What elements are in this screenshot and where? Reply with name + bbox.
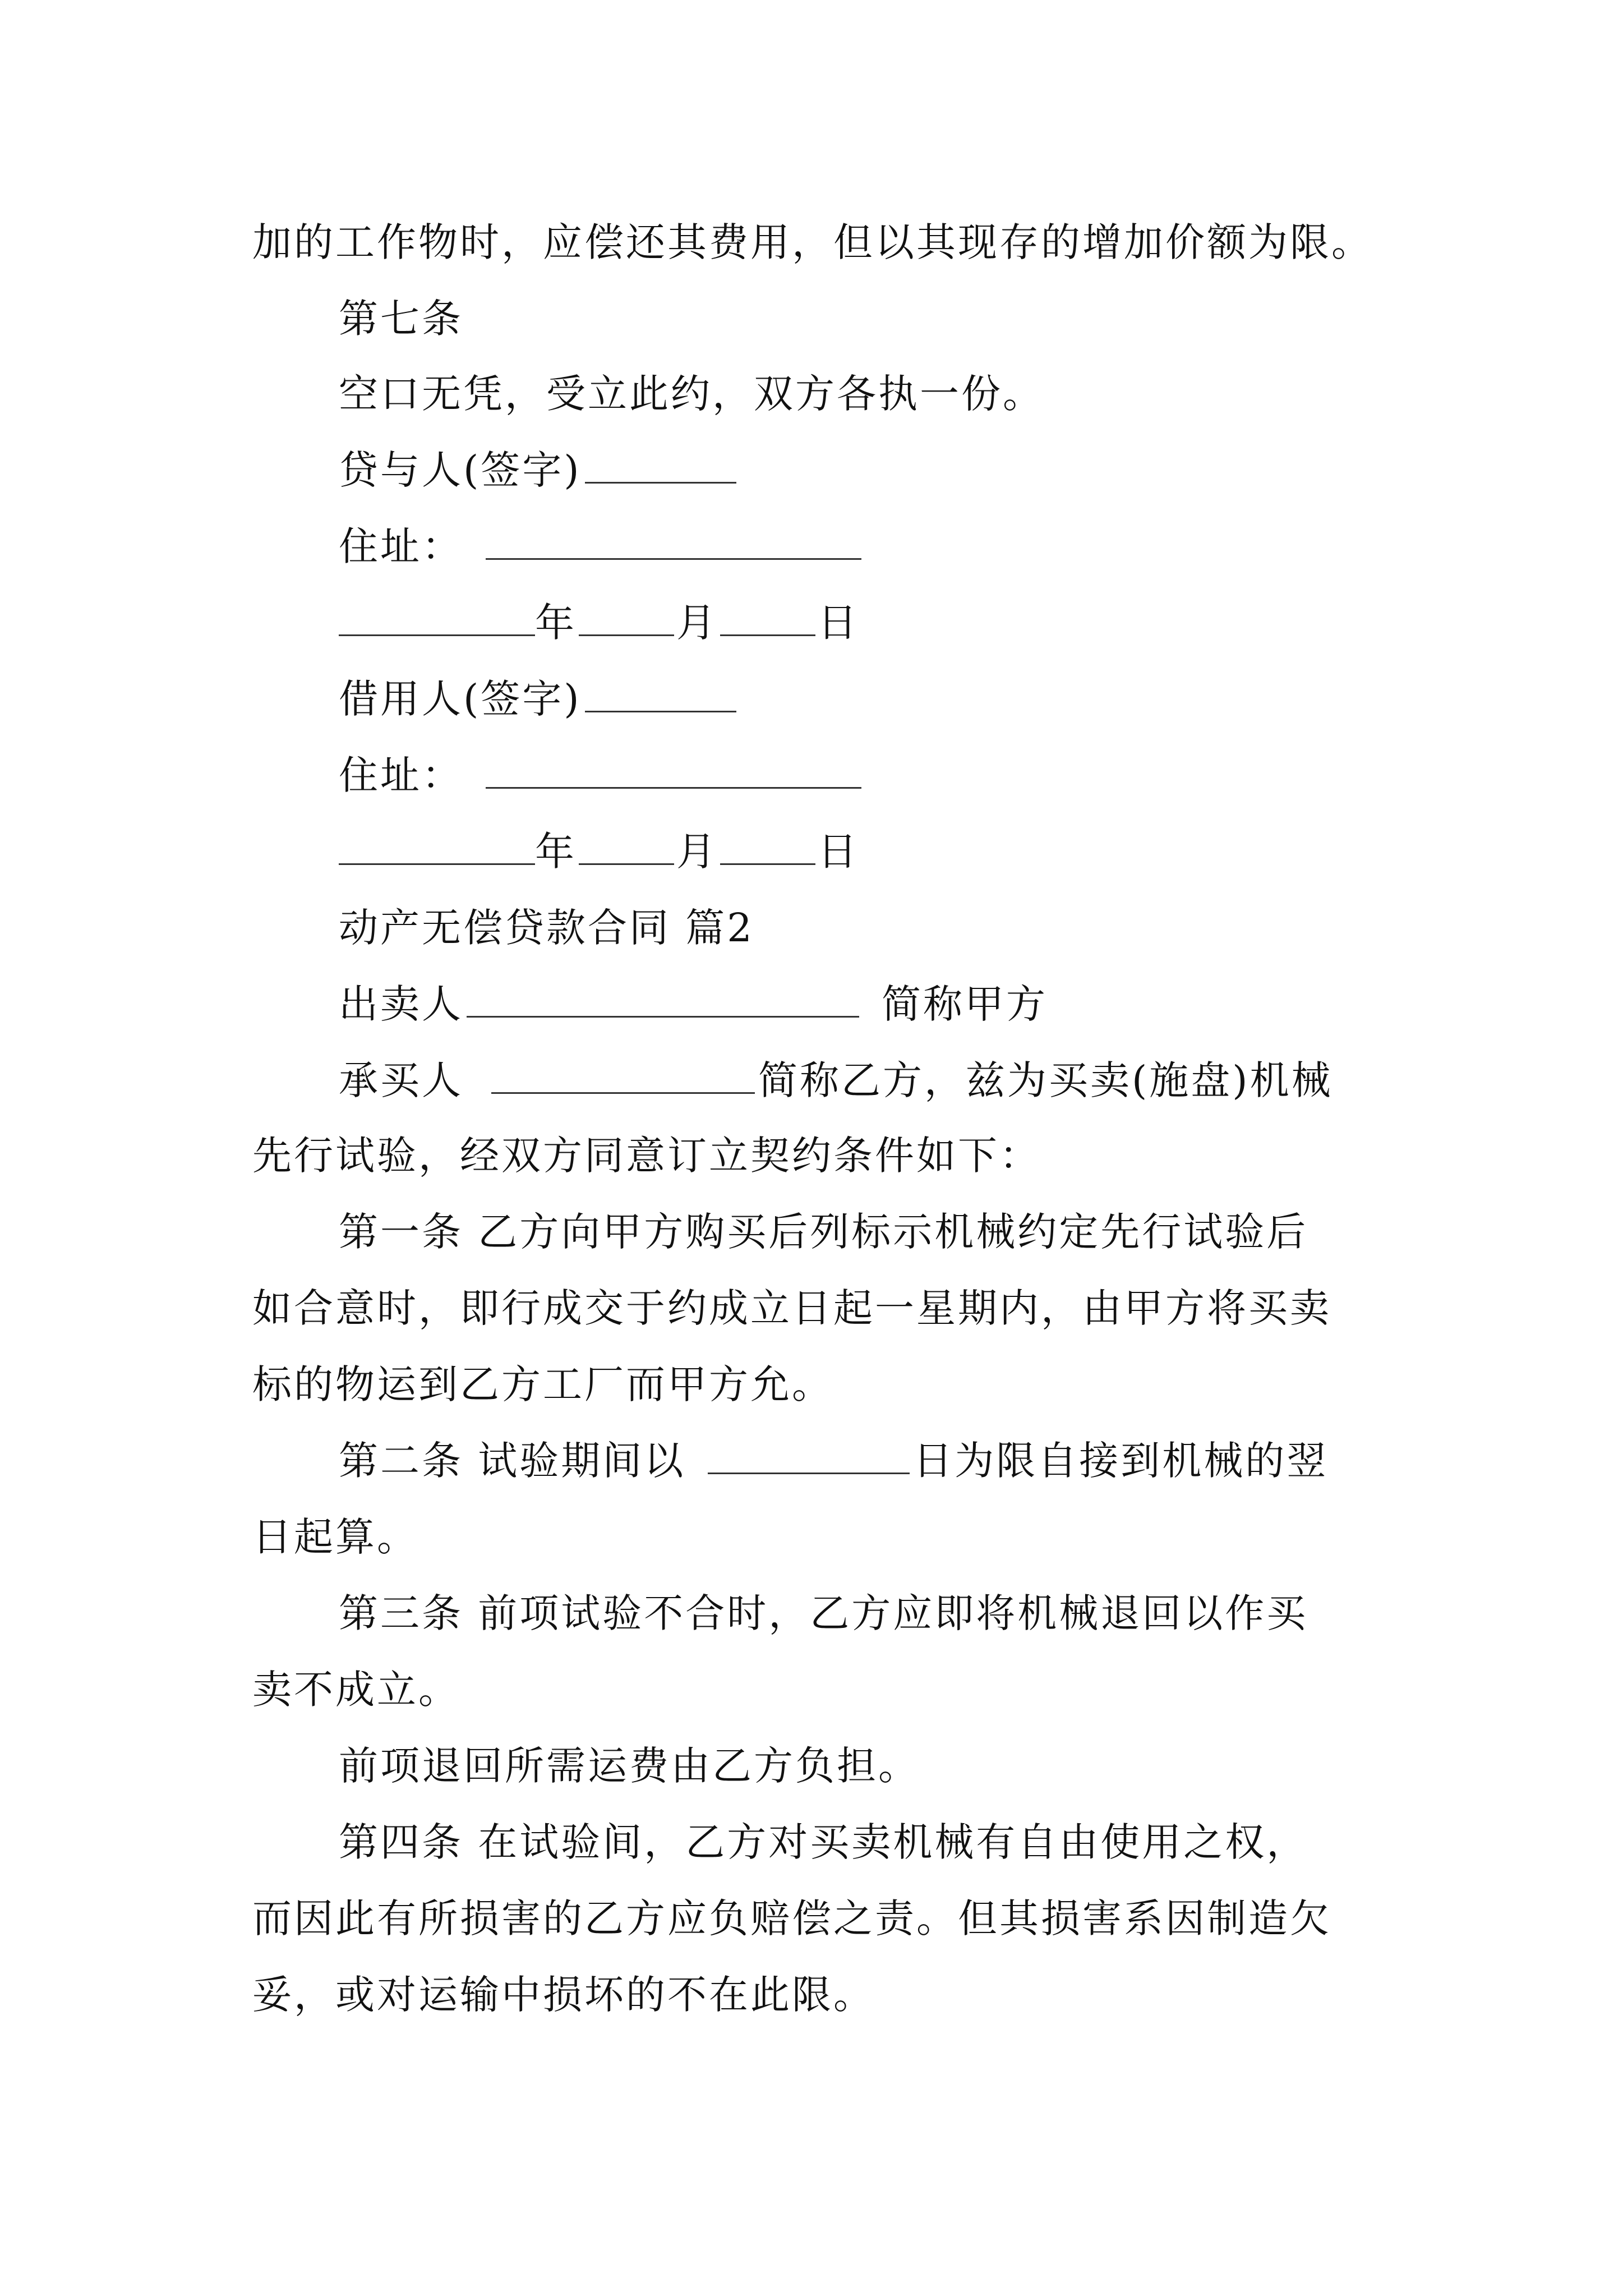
buyer-label: 承买人 [339,1057,463,1103]
buyer-blank [491,1053,755,1094]
lender-date-line [339,595,859,651]
lender-address-line [339,518,861,574]
seller-label: 出卖人 [339,981,463,1027]
article-4-line-2: 而因此有所损害的乙方应负赔偿之责。但其损害系因制造欠 [252,1895,1331,1941]
borrower-signature-line [339,671,736,727]
article-2-prefix: 第二条 试验期间以 [339,1438,686,1484]
article-1-line-2: 如合意时，即行成交于约成立日起一星期内，由甲方将买卖 [252,1285,1331,1331]
borrower-sign-label: 借用人(签字) [339,676,582,722]
seller-suffix: 简称甲方 [882,981,1048,1027]
year-label: 年 [535,829,577,875]
address-blank [486,748,861,789]
borrower-date-line [339,823,859,880]
article-1-line-3: 标的物运到乙方工厂而甲方允。 [252,1361,833,1407]
month-blank [579,824,674,865]
month-label: 月 [676,600,718,646]
seller-line [339,976,1048,1032]
year-blank [339,824,535,865]
day-blank [720,595,815,636]
month-label: 月 [676,829,718,875]
address-label: 住址： [339,523,463,569]
address-label: 住址： [339,752,463,798]
borrower-address-line [339,747,861,803]
article-4-line-1: 第四条 在试验间，乙方对买卖机械有自由使用之权， [339,1819,1308,1865]
lender-sign-label: 贷与人(签字) [339,447,582,493]
days-blank [708,1433,910,1474]
day-label: 日 [818,829,859,875]
year-label: 年 [535,600,577,646]
article-1-line-1: 第一条 乙方向甲方购买后列标示机械约定先行试验后 [339,1209,1308,1255]
text-line: 加的工作物时，应偿还其费用，但以其现存的增加价额为限。 [252,219,1373,265]
signature-blank [585,671,736,712]
article-2-suffix: 日为限自接到机械的翌 [913,1438,1329,1484]
month-blank [579,595,674,636]
signature-blank [585,443,736,484]
article-heading: 第七条 [339,296,463,342]
article-4-line-3: 妥，或对运输中损坏的不在此限。 [252,1972,875,2018]
year-blank [339,595,535,636]
address-blank [486,519,861,560]
day-label: 日 [818,600,859,646]
article-3-line-1: 第三条 前项试验不合时，乙方应即将机械退回以作买 [339,1590,1308,1636]
seller-blank [467,977,859,1018]
article-3-line-3: 前项退回所需运费由乙方负担。 [339,1743,920,1789]
text-line: 先行试验，经双方同意订立契约条件如下： [252,1133,1041,1179]
buyer-line [339,1052,1333,1108]
article-2-line-2: 日起算。 [252,1514,418,1560]
text-line: 空口无凭，受立此约，双方各执一份。 [339,371,1044,417]
article-2-line-1 [339,1433,1328,1489]
article-3-line-2: 卖不成立。 [252,1667,460,1713]
buyer-suffix: 简称乙方，兹为买卖(施盘)机械 [758,1057,1333,1103]
section-title: 动产无偿贷款合同 篇2 [339,905,754,951]
day-blank [720,824,815,865]
lender-signature-line [339,442,736,498]
